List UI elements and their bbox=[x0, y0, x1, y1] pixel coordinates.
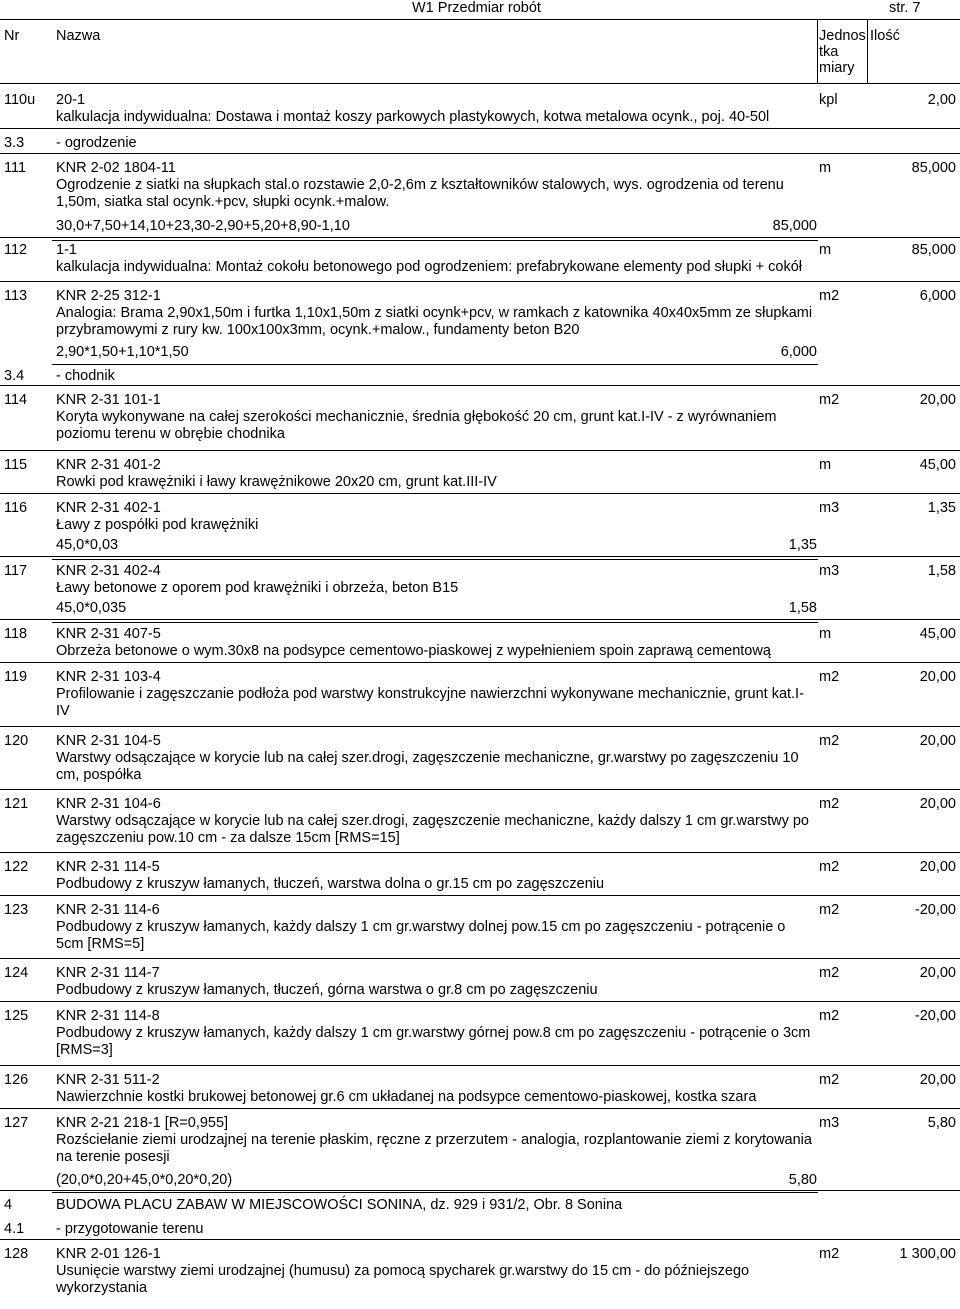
unit-of-measure: m bbox=[819, 626, 832, 642]
column-header-unit-line2: tka bbox=[819, 44, 839, 60]
row-number: 120 bbox=[4, 733, 29, 749]
row-number: 4.1 bbox=[4, 1221, 25, 1237]
item-description: Rozściełanie ziemi urodzajnej na terenie płaskim, ręczne z przerzutem - analogia, rozplantowanie ziemi z korytowania na terenie posesji bbox=[56, 1132, 812, 1165]
header-bottom-rule bbox=[0, 83, 960, 84]
quantity: 20,00 bbox=[919, 859, 956, 875]
item-code: KNR 2-31 104-6 bbox=[56, 796, 161, 812]
unit-of-measure: m3 bbox=[819, 1115, 840, 1131]
unit-of-measure: m2 bbox=[819, 733, 840, 749]
quantity: 1,35 bbox=[927, 500, 956, 516]
item-code: KNR 2-31 114-5 bbox=[56, 859, 160, 875]
section-title bbox=[56, 135, 936, 152]
quantity: 85,000 bbox=[911, 242, 956, 258]
document-title: W1 Przedmiar robót bbox=[412, 0, 541, 16]
quantity: 20,00 bbox=[919, 733, 956, 749]
item-code: KNR 2-01 126-1 bbox=[56, 1246, 161, 1262]
unit-of-measure: m2 bbox=[819, 669, 840, 685]
item-name bbox=[56, 1246, 816, 1297]
item-code: KNR 2-31 401-2 bbox=[56, 457, 161, 473]
quantity: 1,58 bbox=[927, 563, 956, 579]
unit-of-measure: kpl bbox=[819, 92, 838, 108]
item-code: KNR 2-31 114-8 bbox=[56, 1008, 160, 1024]
item-code: KNR 2-31 402-4 bbox=[56, 563, 161, 579]
section-label: - ogrodzenie bbox=[56, 135, 137, 151]
item-code: KNR 2-31 407-5 bbox=[56, 626, 161, 642]
unit-of-measure: m2 bbox=[819, 859, 840, 875]
unit-of-measure: m bbox=[819, 242, 832, 258]
unit-of-measure: m bbox=[819, 160, 832, 176]
item-description: kalkulacja indywidualna: Dostawa i montaż koszy parkowych plastykowych, kotwa metalowa ocynk., poj. 40-50l bbox=[56, 109, 770, 125]
column-header-unit-line1: Jednos bbox=[819, 28, 866, 44]
page-number: str. 7 bbox=[889, 0, 921, 16]
column-header-unit-line3: miary bbox=[819, 60, 855, 76]
item-description: Koryta wykonywane na całej szerokości mechanicznie, średnia głębokość 20 cm, grunt kat.I-IV - z wyrównaniem poziomu terenu w obrębie chodnika bbox=[56, 409, 777, 442]
item-description: Podbudowy z kruszyw łamanych, tłuczeń, warstwa dolna o gr.15 cm po zagęszczeniu bbox=[56, 876, 605, 892]
column-header-qty: Ilość bbox=[870, 28, 900, 44]
row-separator bbox=[0, 128, 960, 129]
item-description: Ławy betonowe z oporem pod krawężniki i obrzeża, beton B15 bbox=[56, 580, 459, 596]
item-description: Warstwy odsączające w korycie lub na całej szer.drogi, zagęszczenie mechaniczne, każdy dalszy 1 cm gr.warstwy po zagęszczeniu pow.10 cm - za dalsze 15cm [RMS=15] bbox=[56, 813, 809, 846]
unit-of-measure: m2 bbox=[819, 1072, 840, 1088]
item-code: 20-1 bbox=[56, 92, 86, 108]
item-name bbox=[56, 1008, 816, 1059]
row-separator bbox=[0, 493, 960, 494]
header-top-rule bbox=[0, 19, 960, 20]
row-separator bbox=[0, 556, 960, 557]
row-separator bbox=[0, 1001, 960, 1002]
unit-of-measure: m2 bbox=[819, 796, 840, 812]
row-separator bbox=[0, 237, 960, 238]
item-name bbox=[56, 92, 816, 126]
row-separator bbox=[0, 1190, 960, 1191]
item-name bbox=[56, 160, 816, 211]
row-number: 116 bbox=[4, 500, 28, 516]
row-number: 117 bbox=[4, 563, 28, 579]
item-description: Analogia: Brama 2,90x1,50m i furtka 1,10x1,50m z siatki ocynk+pcv, w ramkach z katownika 40x40x5mm ze słupkami przybramowymi z rury kw. 100x100x3mm, ocynk.+malow., fundamenty beton B20 bbox=[56, 305, 813, 338]
calculation-result: 1,35 bbox=[788, 537, 817, 553]
item-name bbox=[56, 457, 816, 491]
quantity: 20,00 bbox=[919, 965, 956, 981]
unit-of-measure: m2 bbox=[819, 1246, 840, 1262]
item-description: Rowki pod krawężniki i ławy krawężnikowe 20x20 cm, grunt kat.III-IV bbox=[56, 474, 497, 490]
item-description: Ogrodzenie z siatki na słupkach stal.o rozstawie 2,0-2,6m z kształtowników stalowych, wys. ogrodzenia od terenu 1,50m, siatka stal ocynk.+pcv, słupki ocynk.+malow. bbox=[56, 177, 784, 210]
row-number: 122 bbox=[4, 859, 29, 875]
item-name bbox=[56, 392, 816, 443]
item-name bbox=[56, 965, 816, 999]
row-number: 127 bbox=[4, 1115, 29, 1131]
row-number: 126 bbox=[4, 1072, 29, 1088]
row-number: 3.3 bbox=[4, 135, 25, 151]
item-name bbox=[56, 500, 816, 534]
item-code: KNR 2-31 101-1 bbox=[56, 392, 161, 408]
section-title bbox=[56, 368, 936, 385]
quantity: 20,00 bbox=[919, 392, 956, 408]
item-description: Warstwy odsączające w korycie lub na całej szer.drogi, zagęszczenie mechaniczne, gr.warstwy po zagęszczeniu 10 cm, pospółka bbox=[56, 750, 799, 783]
calculation-underline bbox=[52, 622, 818, 623]
row-separator bbox=[0, 450, 960, 451]
item-description: Podbudowy z kruszyw łamanych, każdy dalszy 1 cm gr.warstwy dolnej pow.15 cm po zagęszczeniu - potrącenie o 5cm [RMS=5] bbox=[56, 919, 786, 952]
item-name bbox=[56, 626, 816, 660]
item-name bbox=[56, 733, 816, 784]
row-separator bbox=[0, 619, 960, 620]
row-number: 119 bbox=[4, 669, 28, 685]
item-description: Podbudowy z kruszyw łamanych, tłuczeń, górna warstwa o gr.8 cm po zagęszczeniu bbox=[56, 982, 598, 998]
calculation-result: 6,000 bbox=[780, 344, 817, 360]
row-number: 4 bbox=[4, 1197, 13, 1213]
item-code: KNR 2-31 103-4 bbox=[56, 669, 161, 685]
item-name bbox=[56, 796, 816, 847]
calculation-result: 85,000 bbox=[772, 218, 817, 234]
unit-of-measure: m bbox=[819, 457, 832, 473]
row-separator bbox=[0, 789, 960, 790]
quantity: 1 300,00 bbox=[899, 1246, 956, 1262]
row-separator bbox=[0, 281, 960, 282]
unit-of-measure: m2 bbox=[819, 288, 840, 304]
calculation-underline bbox=[52, 240, 818, 241]
row-separator bbox=[0, 895, 960, 896]
calculation-result: 1,58 bbox=[788, 600, 817, 616]
item-name bbox=[56, 288, 816, 339]
row-separator bbox=[0, 1239, 960, 1240]
row-number: 3.4 bbox=[4, 368, 25, 384]
section-label: - przygotowanie terenu bbox=[56, 1221, 204, 1237]
row-number: 114 bbox=[4, 392, 28, 408]
quantity: 6,000 bbox=[919, 288, 956, 304]
item-description: kalkulacja indywidualna: Montaż cokołu betonowego pod ogrodzeniem: prefabrykowane elementy pod słupki + cokół bbox=[56, 259, 802, 275]
quantity: 20,00 bbox=[919, 1072, 956, 1088]
item-code: KNR 2-25 312-1 bbox=[56, 288, 161, 304]
item-description: Podbudowy z kruszyw łamanych, każdy dalszy 1 cm gr.warstwy górnej pow.8 cm po zagęszczeniu - potrącenie o 3cm [RMS=3] bbox=[56, 1025, 811, 1058]
quantity: 20,00 bbox=[919, 796, 956, 812]
column-header-nr: Nr bbox=[4, 28, 20, 44]
item-description: Profilowanie i zagęszczanie podłoża pod warstwy konstrukcyjne nawierzchni wykonywane mechanicznie, grunt kat.I-IV bbox=[56, 686, 804, 719]
row-separator bbox=[0, 662, 960, 663]
column-header-name: Nazwa bbox=[56, 28, 101, 44]
quantity: -20,00 bbox=[914, 902, 956, 918]
row-separator bbox=[0, 958, 960, 959]
quantity: -20,00 bbox=[914, 1008, 956, 1024]
unit-of-measure: m2 bbox=[819, 392, 840, 408]
row-number: 124 bbox=[4, 965, 29, 981]
row-number: 111 bbox=[4, 160, 27, 176]
item-code: 1-1 bbox=[56, 242, 77, 258]
row-number: 118 bbox=[4, 626, 28, 642]
column-divider-unit bbox=[817, 19, 818, 83]
item-description: Ławy z pospółki pod krawężniki bbox=[56, 517, 259, 533]
quantity: 45,00 bbox=[919, 457, 956, 473]
row-number: 112 bbox=[4, 242, 28, 258]
item-name bbox=[56, 902, 816, 953]
row-separator bbox=[0, 385, 960, 386]
item-description: Usunięcie warstwy ziemi urodzajnej (humusu) za pomocą spycharek gr.warstwy do 15 cm - do późniejszego wykorzystania bbox=[56, 1263, 750, 1296]
calculation-formula: 45,0*0,035 bbox=[56, 600, 127, 616]
row-separator bbox=[0, 726, 960, 727]
calculation-underline bbox=[52, 1192, 818, 1193]
item-name bbox=[56, 859, 816, 893]
quantity: 45,00 bbox=[919, 626, 956, 642]
quantity: 5,80 bbox=[927, 1115, 956, 1131]
row-number: 121 bbox=[4, 796, 29, 812]
row-separator bbox=[0, 852, 960, 853]
column-divider-qty bbox=[867, 19, 868, 83]
row-separator bbox=[0, 1108, 960, 1109]
calculation-formula: 30,0+7,50+14,10+23,30-2,90+5,20+8,90-1,10 bbox=[56, 218, 350, 234]
calculation-underline bbox=[52, 364, 818, 365]
row-separator bbox=[0, 153, 960, 154]
quantity: 20,00 bbox=[919, 669, 956, 685]
item-name bbox=[56, 669, 816, 720]
section-label: - chodnik bbox=[56, 368, 115, 384]
item-code: KNR 2-31 511-2 bbox=[56, 1072, 160, 1088]
item-description: Obrzeża betonowe o wym.30x8 na podsypce cementowo-piaskowej z wypełnieniem spoin zaprawą cementową bbox=[56, 643, 771, 659]
section-title bbox=[56, 1221, 936, 1238]
unit-of-measure: m3 bbox=[819, 500, 840, 516]
unit-of-measure: m2 bbox=[819, 1008, 840, 1024]
item-code: KNR 2-21 218-1 [R=0,955] bbox=[56, 1115, 229, 1131]
section-title bbox=[56, 1197, 936, 1214]
calculation-formula: 2,90*1,50+1,10*1,50 bbox=[56, 344, 189, 360]
row-separator bbox=[0, 1065, 960, 1066]
item-code: KNR 2-31 104-5 bbox=[56, 733, 161, 749]
item-code: KNR 2-02 1804-11 bbox=[56, 160, 176, 176]
calculation-result: 5,80 bbox=[788, 1172, 817, 1188]
quantity: 2,00 bbox=[927, 92, 956, 108]
unit-of-measure: m2 bbox=[819, 965, 840, 981]
row-number: 113 bbox=[4, 288, 28, 304]
section-label: BUDOWA PLACU ZABAW W MIEJSCOWOŚCI SONINA, dz. 929 i 931/2, Obr. 8 Sonina bbox=[56, 1197, 623, 1213]
quantity: 85,000 bbox=[911, 160, 956, 176]
row-number: 128 bbox=[4, 1246, 29, 1262]
item-description: Nawierzchnie kostki brukowej betonowej gr.6 cm układanej na podsypce cementowo-piaskowej, kostka szara bbox=[56, 1089, 757, 1105]
calculation-formula: (20,0*0,20+45,0*0,20*0,20) bbox=[56, 1172, 233, 1188]
item-name bbox=[56, 1072, 816, 1106]
calculation-formula: 45,0*0,03 bbox=[56, 537, 119, 553]
unit-of-measure: m3 bbox=[819, 563, 840, 579]
item-code: KNR 2-31 402-1 bbox=[56, 500, 161, 516]
unit-of-measure: m2 bbox=[819, 902, 840, 918]
row-number: 110u bbox=[4, 92, 36, 108]
item-code: KNR 2-31 114-6 bbox=[56, 902, 160, 918]
item-name bbox=[56, 242, 816, 276]
item-name bbox=[56, 563, 816, 597]
row-number: 123 bbox=[4, 902, 29, 918]
item-code: KNR 2-31 114-7 bbox=[56, 965, 160, 981]
row-number: 125 bbox=[4, 1008, 29, 1024]
item-name bbox=[56, 1115, 816, 1166]
calculation-underline bbox=[52, 559, 818, 560]
row-number: 115 bbox=[4, 457, 28, 473]
